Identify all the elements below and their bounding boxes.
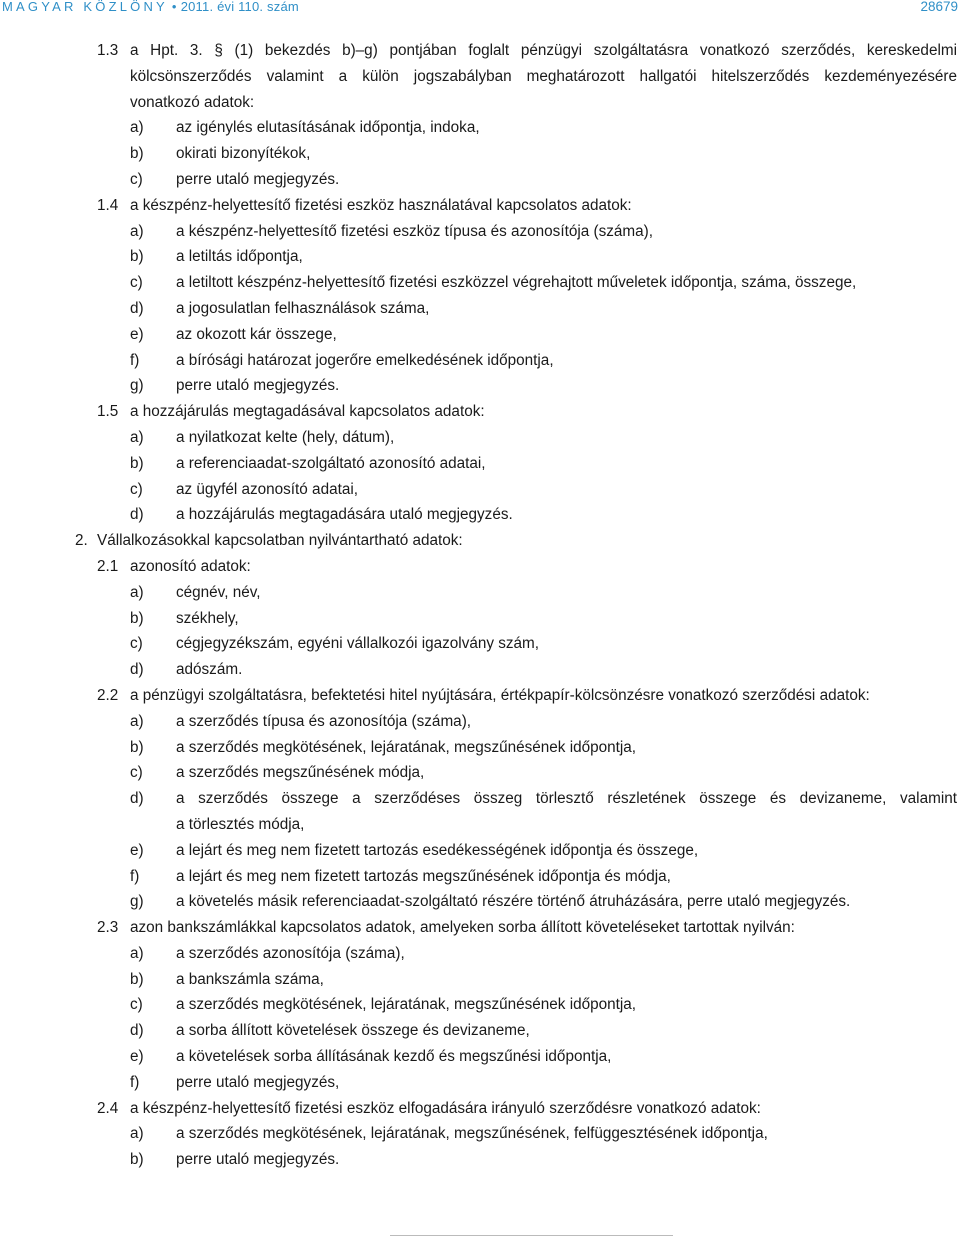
list-item	[0, 167, 960, 193]
item-letter: c)	[130, 170, 143, 188]
running-header	[2, 0, 299, 14]
page-header	[0, 0, 960, 16]
item-text: cégnév, név,	[176, 583, 261, 601]
list-item	[0, 786, 960, 812]
item-letter: b)	[130, 454, 144, 472]
list-item	[0, 941, 960, 967]
item-letter: a)	[130, 712, 144, 730]
item-letter: a)	[130, 119, 144, 137]
item-text: a lejárt és meg nem fizetett tartozás esedékességének időpontja és összege,	[176, 841, 699, 859]
item-text: okirati bizonyítékok,	[176, 145, 311, 163]
section-heading	[0, 683, 960, 709]
item-text: azonosító adatok:	[130, 557, 251, 575]
item-text: a szerződés megkötésének, lejáratának, megszűnésének időpontja,	[176, 738, 637, 756]
item-text: a bankszámla száma,	[176, 970, 324, 988]
list-item	[0, 889, 960, 915]
item-letter: c)	[130, 635, 143, 653]
section-heading	[0, 1096, 960, 1122]
item-text: adószám.	[176, 661, 243, 679]
item-text: a bírósági határozat jogerőre emelkedésének időpontja,	[176, 351, 554, 369]
item-text: a követelés másik referenciaadat-szolgáltató részére történő átruházására, perre utaló megjegyzés.	[176, 893, 851, 911]
item-text: a lejárt és meg nem fizetett tartozás megszűnésének időpontja és módja,	[176, 867, 671, 885]
item-number: 2.3	[97, 919, 119, 937]
item-text: perre utaló megjegyzés,	[176, 1073, 340, 1091]
list-item	[0, 270, 960, 296]
item-letter: a)	[130, 428, 144, 446]
list-item	[0, 141, 960, 167]
section-heading	[0, 554, 960, 580]
item-number: 1.5	[97, 403, 119, 421]
list-item	[0, 760, 960, 786]
item-text: az igénylés elutasításának időpontja, indoka,	[176, 119, 480, 137]
list-item	[0, 735, 960, 761]
item-letter: a)	[130, 583, 144, 601]
item-letter: c)	[130, 996, 143, 1014]
list-item	[0, 322, 960, 348]
section-heading	[0, 38, 960, 64]
list-item	[0, 992, 960, 1018]
item-letter: g)	[130, 377, 144, 395]
page-number: 28679	[920, 0, 958, 14]
item-text: az ügyfél azonosító adatai,	[176, 480, 358, 498]
list-item	[0, 115, 960, 141]
item-letter: c)	[130, 764, 143, 782]
item-text: kölcsönszerződés valamint a külön jogszabályban meghatározott hallgatói hitelszerződés kezdeményezésére	[130, 67, 957, 85]
item-text: a hozzájárulás megtagadásával kapcsolatos adatok:	[130, 403, 485, 421]
item-text: a készpénz-helyettesítő fizetési eszköz elfogadására irányuló szerződésre vonatkozó adatok:	[130, 1099, 761, 1117]
item-letter: c)	[130, 274, 143, 292]
item-number: 2.2	[97, 686, 119, 704]
continuation-line	[0, 812, 960, 838]
list-item	[0, 967, 960, 993]
item-letter: d)	[130, 506, 144, 524]
item-text: az okozott kár összege,	[176, 325, 337, 343]
item-text: a jogosulatlan felhasználások száma,	[176, 299, 430, 317]
item-number: 1.3	[97, 42, 119, 59]
item-text: a szerződés megkötésének, lejáratának, megszűnésének időpontja,	[176, 996, 637, 1014]
item-letter: b)	[130, 145, 144, 163]
item-text: a szerződés összege a szerződéses összeg törlesztő részletének összege és devizaneme, valamint	[176, 790, 957, 808]
item-text: a hozzájárulás megtagadására utaló megjegyzés.	[176, 506, 513, 524]
item-text: a pénzügyi szolgáltatásra, befektetési hitel nyújtására, értékpapír-kölcsönzésre vonatkozó szerződési adatok:	[130, 686, 870, 704]
item-text: Vállalkozásokkal kapcsolatban nyilvántartható adatok:	[97, 532, 463, 550]
list-item	[0, 373, 960, 399]
list-item	[0, 1018, 960, 1044]
item-text: azon bankszámlákkal kapcsolatos adatok, amelyeken sorba állított követeléseket tartottak nyilván:	[130, 919, 795, 937]
publication-name: MAGYAR KÖZLÖNY	[2, 0, 168, 14]
item-text: perre utaló megjegyzés.	[176, 170, 340, 188]
item-letter: d)	[130, 790, 144, 808]
list-item	[0, 1070, 960, 1096]
list-item	[0, 451, 960, 477]
item-text: a Hpt. 3. § (1) bekezdés b)–g) pontjában foglalt pénzügyi szolgáltatásra vonatkozó szerződés, kereskedelmi	[130, 42, 957, 59]
section-heading	[0, 915, 960, 941]
list-item	[0, 425, 960, 451]
item-text: a készpénz-helyettesítő fizetési eszköz használatával kapcsolatos adatok:	[130, 196, 632, 214]
chapter-heading	[0, 528, 960, 554]
item-text: perre utaló megjegyzés.	[176, 377, 340, 395]
list-item	[0, 1147, 960, 1173]
item-letter: a)	[130, 222, 144, 240]
header-bullet: •	[171, 0, 177, 14]
list-item	[0, 709, 960, 735]
section-heading	[0, 193, 960, 219]
footer-divider	[390, 1235, 673, 1236]
list-item	[0, 657, 960, 683]
list-item	[0, 348, 960, 374]
item-letter: f)	[130, 867, 140, 885]
list-item	[0, 1044, 960, 1070]
item-letter: b)	[130, 738, 144, 756]
item-letter: b)	[130, 248, 144, 266]
item-text: a szerződés megszűnésének módja,	[176, 764, 425, 782]
item-text: a letiltott készpénz-helyettesítő fizetési eszközzel végrehajtott műveletek időpontja, száma, összege,	[176, 274, 857, 292]
item-text: a készpénz-helyettesítő fizetési eszköz típusa és azonosítója (száma),	[176, 222, 653, 240]
item-text: a szerződés megkötésének, lejáratának, megszűnésének, felfüggesztésének időpontja,	[176, 1125, 768, 1143]
item-text: a nyilatkozat kelte (hely, dátum),	[176, 428, 395, 446]
item-letter: e)	[130, 841, 144, 859]
item-letter: b)	[130, 609, 144, 627]
document-body	[0, 38, 960, 1173]
list-item	[0, 1121, 960, 1147]
list-item	[0, 244, 960, 270]
section-heading	[0, 399, 960, 425]
list-item	[0, 606, 960, 632]
list-item	[0, 219, 960, 245]
item-letter: c)	[130, 480, 143, 498]
list-item	[0, 580, 960, 606]
item-text: a követelések sorba állításának kezdő és megszűnési időpontja,	[176, 1048, 612, 1066]
item-text: a törlesztés módja,	[176, 815, 305, 833]
item-text: a referenciaadat-szolgáltató azonosító adatai,	[176, 454, 486, 472]
list-item	[0, 631, 960, 657]
item-text: vonatkozó adatok:	[130, 93, 255, 111]
item-text: székhely,	[176, 609, 239, 627]
item-text: perre utaló megjegyzés.	[176, 1151, 340, 1169]
item-text: a szerződés azonosítója (száma),	[176, 944, 405, 962]
item-letter: f)	[130, 351, 140, 369]
list-item	[0, 477, 960, 503]
item-text: cégjegyzékszám, egyéni vállalkozói igazolvány szám,	[176, 635, 540, 653]
list-item	[0, 502, 960, 528]
item-letter: b)	[130, 1151, 144, 1169]
continuation-line	[0, 64, 960, 90]
list-item	[0, 296, 960, 322]
item-number: 1.4	[97, 196, 119, 214]
list-item	[0, 864, 960, 890]
item-text: a letiltás időpontja,	[176, 248, 303, 266]
item-text: a szerződés típusa és azonosítója (száma),	[176, 712, 472, 730]
item-number: 2.1	[97, 557, 119, 575]
item-number: 2.4	[97, 1099, 119, 1117]
item-letter: e)	[130, 1048, 144, 1066]
item-letter: g)	[130, 893, 144, 911]
list-item	[0, 838, 960, 864]
item-letter: e)	[130, 325, 144, 343]
item-letter: d)	[130, 661, 144, 679]
item-letter: d)	[130, 1022, 144, 1040]
item-number: 2.	[75, 532, 88, 550]
item-letter: f)	[130, 1073, 140, 1091]
item-letter: d)	[130, 299, 144, 317]
item-letter: a)	[130, 944, 144, 962]
item-letter: a)	[130, 1125, 144, 1143]
item-letter: b)	[130, 970, 144, 988]
issue-label: 2011. évi 110. szám	[180, 0, 299, 14]
item-text: a sorba állított követelések összege és devizaneme,	[176, 1022, 530, 1040]
continuation-line	[0, 90, 960, 116]
